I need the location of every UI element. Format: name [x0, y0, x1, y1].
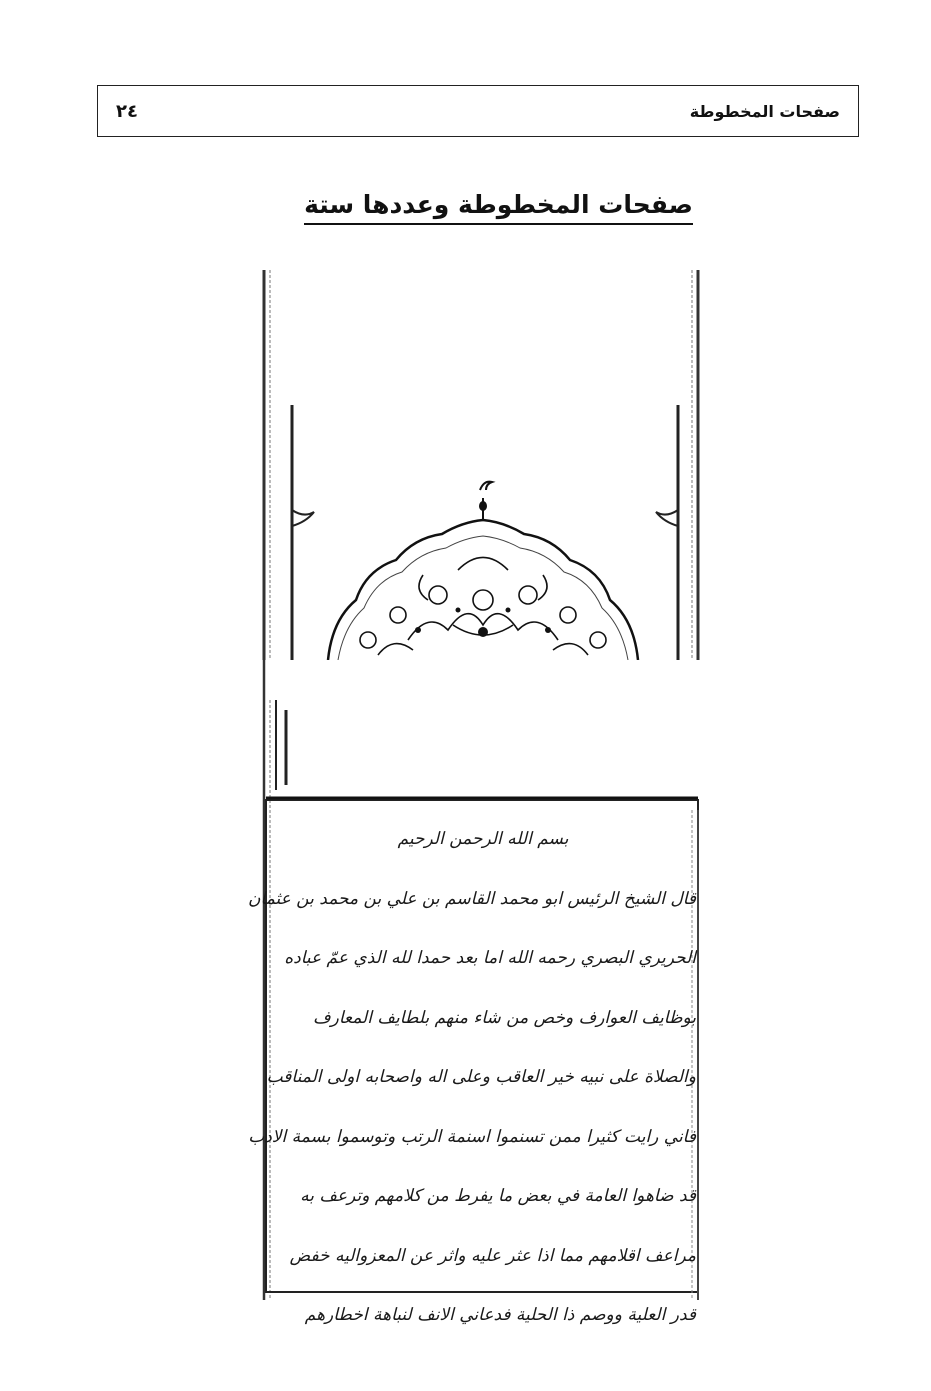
manuscript-line: الحريري البصري رحمه الله اما بعد حمدا لله الذي عمّ عباده [284, 948, 696, 968]
headpiece-illumination [258, 270, 710, 660]
section-heading [0, 190, 931, 225]
manuscript-line: مراعف اقلامهم مما اذا عثر عليه واثر عن المعزواليه خفض [289, 1245, 696, 1266]
manuscript-line: بسم الله الرحمن الرحيم [397, 829, 569, 849]
section-title: صفحات المخطوطة وعددها ستة [304, 190, 693, 225]
manuscript-line: فاني رايت كثيرا ممن تسنموا اسنمة الرتب وتوسموا بسمة الادب [248, 1126, 696, 1147]
manuscript-line: والصلاة على نبيه خير العاقب وعلى اله واصحابه اولى المناقب [266, 1067, 696, 1087]
manuscript-image-headpiece [258, 270, 710, 660]
manuscript-text-block [248, 810, 696, 1325]
manuscript-line: قال الشيخ الرئيس ابو محمد القاسم بن علي بن محمد بن عثمان [248, 888, 696, 909]
manuscript-line: قدر العلية ووصم ذا الحلية فدعاني الانف لنباهة اخطارهم [304, 1305, 696, 1325]
manuscript-image-text-page [248, 660, 710, 1325]
page-number: ٢٤ [116, 100, 138, 122]
running-header [97, 85, 859, 137]
running-title: صفحات المخطوطة [689, 101, 840, 121]
manuscript-line: قد ضاهوا العامة في بعض ما يفرط من كلامهم وترعف به [300, 1186, 696, 1206]
manuscript-line: بوظايف العوارف وخص من شاء منهم بلطايف المعارف [313, 1007, 696, 1028]
